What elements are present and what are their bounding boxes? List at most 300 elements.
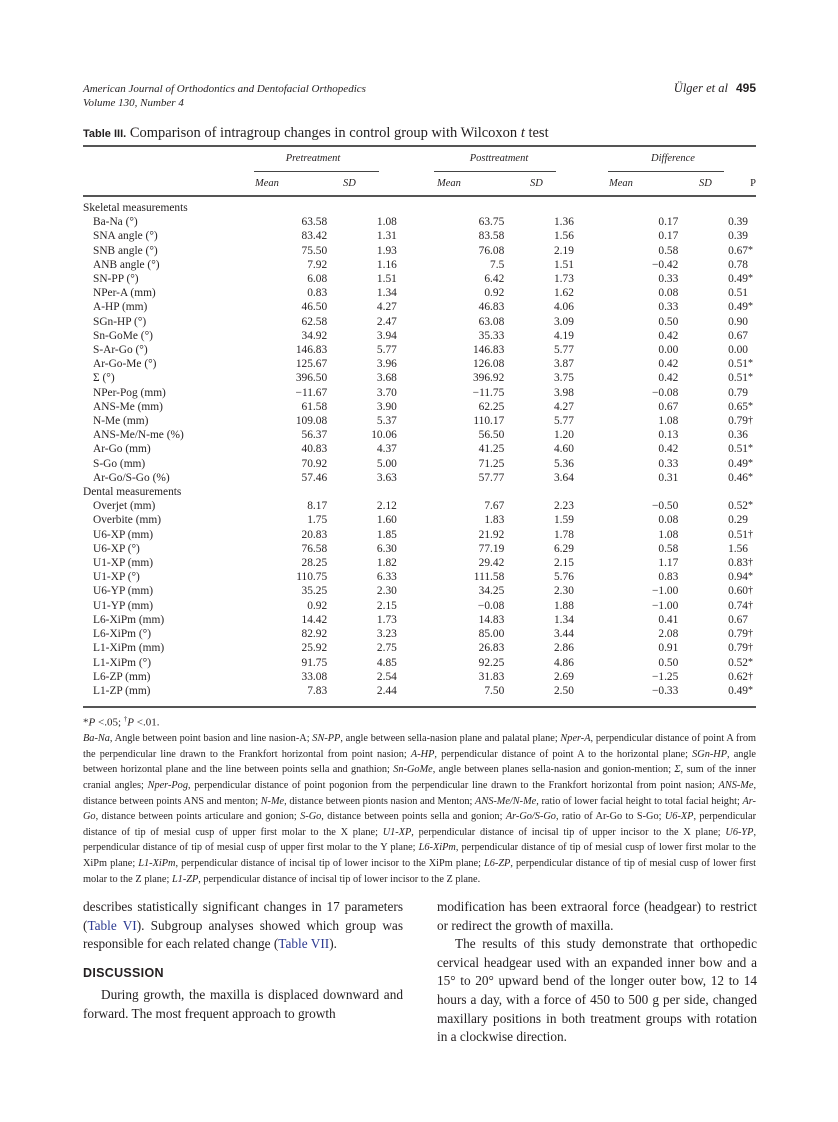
value-cell: 0.79 — [728, 386, 748, 399]
table-row — [83, 244, 756, 258]
table-top-rule — [83, 145, 756, 147]
measurement-label: NPer-A (mm) — [93, 287, 156, 300]
p-value-marker — [748, 343, 756, 357]
abbreviation-definition: perpendicular distance of point pogonion from the perpendicular line drawn to the Frankfort horizontal from point nasion — [194, 780, 712, 792]
table-row — [83, 457, 756, 471]
value-cell: 0.90 — [728, 315, 748, 328]
abbreviation-term: N-Me — [260, 795, 285, 807]
value-cell: 0.42 — [658, 329, 679, 342]
value-cell: 1.34 — [376, 287, 397, 300]
value-cell: 3.98 — [553, 386, 574, 399]
p-value-marker: † — [748, 585, 753, 597]
value-cell: −0.08 — [477, 599, 505, 612]
value-cell: 6.30 — [376, 542, 397, 555]
table-label: Table III. — [83, 128, 127, 140]
abbreviation-term: U1-XP — [382, 826, 412, 838]
value-cell: 0.67 — [728, 244, 748, 257]
p-value-marker: † — [748, 670, 753, 682]
p-value-marker: * — [748, 471, 753, 483]
abbreviation-term: L1-ZP — [171, 873, 199, 885]
difference-underline — [608, 171, 724, 172]
p-value-marker: * — [748, 301, 753, 313]
abbreviation-definition: perpendicular distance of tip of mesial cusp of lower first molar to the XiPm plane — [83, 842, 756, 869]
header-posttreatment: Posttreatment — [469, 153, 529, 164]
value-cell: 3.75 — [553, 372, 574, 385]
measurement-label: S-Go (mm) — [93, 457, 146, 470]
value-cell: −11.75 — [472, 386, 505, 399]
value-cell: 6.08 — [307, 273, 328, 286]
abbreviation-term: L1-XiPm — [138, 858, 176, 869]
section-label: Dental measurements — [83, 486, 182, 499]
measurement-label: Ar-Go/S-Go (%) — [93, 471, 170, 484]
subheader-mean-3: Mean — [609, 178, 633, 189]
value-cell: 56.37 — [301, 429, 328, 442]
table-row — [83, 499, 756, 513]
value-cell: −11.67 — [295, 386, 328, 399]
page-number: 495 — [735, 81, 756, 95]
value-cell: 2.86 — [553, 642, 574, 655]
value-cell: 2.75 — [376, 642, 397, 655]
table-row — [83, 329, 756, 343]
value-cell: 34.92 — [301, 329, 328, 342]
value-cell: 8.17 — [307, 500, 328, 513]
value-cell: 3.96 — [376, 358, 397, 371]
value-cell: 4.37 — [376, 443, 397, 456]
p-value-marker: * — [748, 457, 753, 469]
value-cell: 0.51 — [728, 358, 748, 371]
value-cell: 26.83 — [478, 642, 505, 655]
value-cell: 0.42 — [658, 443, 679, 456]
value-cell: 0.33 — [658, 273, 679, 286]
value-cell: 109.08 — [295, 415, 328, 428]
value-cell: 4.27 — [553, 400, 574, 413]
value-cell: 3.64 — [553, 471, 574, 484]
value-cell: 63.58 — [301, 216, 328, 229]
value-cell: 0.17 — [658, 230, 679, 243]
value-cell: 0.51 — [728, 287, 748, 300]
measurement-label: Sn-GoMe (°) — [93, 329, 153, 342]
value-cell: 3.87 — [553, 358, 574, 371]
value-cell: 0.91 — [658, 642, 679, 655]
value-cell: 2.47 — [376, 315, 397, 328]
value-cell: 1.56 — [728, 542, 748, 555]
value-cell: 0.94 — [728, 571, 748, 584]
measurement-label: S-Ar-Go (°) — [93, 344, 148, 357]
value-cell: 4.86 — [553, 656, 574, 669]
value-cell: 40.83 — [301, 443, 328, 456]
value-cell: 1.34 — [553, 613, 574, 626]
p-value-marker — [748, 329, 756, 343]
value-cell: 1.60 — [376, 514, 397, 527]
value-cell: 1.73 — [553, 273, 574, 286]
value-cell: 85.00 — [478, 628, 505, 641]
subheader-mean-2: Mean — [437, 178, 461, 189]
section-label: Skeletal measurements — [83, 202, 188, 214]
table-title-t: t — [520, 125, 525, 141]
table-row — [83, 570, 756, 584]
value-cell: 0.49 — [728, 684, 748, 697]
table-row — [83, 229, 756, 243]
abbreviation-definition: distance between pionts nasion and Menton — [289, 795, 470, 807]
value-cell: 0.79 — [728, 628, 748, 641]
subheader-p: P — [750, 178, 756, 189]
abbreviation-term: SGn-HP — [692, 748, 727, 760]
value-cell: 125.67 — [295, 358, 328, 371]
value-cell: 57.77 — [478, 471, 505, 484]
p-value-marker: * — [748, 400, 753, 412]
value-cell: 92.25 — [478, 656, 505, 669]
table-row — [83, 343, 756, 357]
section-header-row — [83, 485, 756, 499]
value-cell: 3.23 — [376, 628, 397, 641]
value-cell: 63.75 — [478, 216, 505, 229]
abbreviation-term: Nper-Pog — [147, 780, 188, 792]
value-cell: 28.25 — [301, 557, 328, 570]
measurement-label: L1-XiPm (°) — [93, 656, 152, 669]
abbreviation-term: ANS-Me — [718, 780, 754, 792]
abbreviation-definition: sum of the inner cranial angles — [83, 764, 757, 792]
abbreviation-term: SN-PP — [312, 733, 341, 745]
headgear-paragraph: modification has been extraoral force (headgear) to restrict or redirect the growth of maxilla. — [437, 899, 757, 933]
value-cell: 0.50 — [658, 315, 679, 328]
discussion-paragraph: During growth, the maxilla is displaced downward and forward. The most frequent approach to growth — [83, 987, 403, 1021]
value-cell: 0.67 — [728, 329, 748, 342]
value-cell: 33.08 — [301, 670, 328, 683]
value-cell: 57.46 — [301, 471, 328, 484]
value-cell: 0.49 — [728, 273, 748, 286]
value-cell: 70.92 — [301, 457, 328, 470]
table-row — [83, 272, 756, 286]
measurement-label: Ar-Go (mm) — [93, 443, 151, 456]
value-cell: 0.83 — [728, 557, 748, 570]
value-cell: 1.62 — [553, 287, 574, 300]
table-row — [83, 286, 756, 300]
measurement-label: ANB angle (°) — [93, 258, 160, 271]
value-cell: 0.00 — [728, 344, 748, 357]
pretreatment-underline — [254, 171, 379, 172]
measurement-label: L6-ZP (mm) — [93, 670, 151, 683]
p-value-marker: † — [748, 557, 753, 569]
table-row — [83, 599, 756, 613]
value-cell: 1.51 — [553, 258, 574, 271]
value-cell: 5.37 — [376, 415, 397, 428]
measurement-label: Overjet (mm) — [93, 500, 156, 513]
abbreviation-term: Ar-Go — [83, 795, 756, 823]
value-cell: 1.85 — [376, 528, 397, 541]
measurement-label: A-HP (mm) — [93, 301, 148, 314]
table-row — [83, 258, 756, 272]
measurement-label: SNA angle (°) — [93, 230, 158, 243]
value-cell: 0.52 — [728, 500, 748, 513]
abbreviation-term: Ar-Go/S-Go — [505, 811, 556, 823]
value-cell: 0.58 — [658, 542, 679, 555]
value-cell: 71.25 — [478, 457, 505, 470]
table-vi-link[interactable]: Table VI — [87, 917, 137, 933]
volume-info: Volume 130, Number 4 — [83, 97, 184, 109]
abbreviation-definition: perpendicular distance of tip of mesial cusp of upper first molar to the Y plane — [83, 842, 413, 854]
table-row — [83, 542, 756, 556]
data-table — [83, 201, 756, 698]
value-cell: 4.27 — [376, 301, 397, 314]
subheader-sd-1: SD — [343, 178, 356, 189]
value-cell: 2.23 — [553, 500, 574, 513]
value-cell: 29.42 — [478, 557, 505, 570]
section-header-row — [83, 201, 756, 215]
value-cell: 0.51 — [728, 372, 748, 385]
abbreviation-definition: perpendicular distance of incisal tip of upper incisor to the X plane — [418, 826, 718, 838]
value-cell: 1.88 — [553, 599, 574, 612]
value-cell: 0.46 — [728, 471, 748, 484]
value-cell: 0.50 — [658, 656, 679, 669]
table-row — [83, 627, 756, 641]
p-value-marker — [748, 613, 756, 627]
p-value-marker — [748, 215, 756, 229]
value-cell: 35.25 — [301, 585, 328, 598]
value-cell: 91.75 — [301, 656, 328, 669]
subheader-sd-3: SD — [699, 178, 712, 189]
value-cell: 1.56 — [553, 230, 574, 243]
value-cell: 126.08 — [472, 358, 505, 371]
value-cell: 0.49 — [728, 457, 748, 470]
value-cell: 110.17 — [473, 415, 505, 428]
abbreviation-definition: distance between points ANS and menton — [83, 795, 256, 807]
table-row — [83, 528, 756, 542]
table-row — [83, 357, 756, 371]
value-cell: 0.67 — [728, 613, 748, 626]
abbreviation-definition: distance between points sella and gonion — [327, 811, 500, 823]
abbreviation-definition: perpendicular distance of point A to the horizontal plane — [441, 748, 686, 760]
value-cell: 0.60 — [728, 585, 748, 598]
value-cell: 0.65 — [728, 400, 748, 413]
header-pretreatment: Pretreatment — [285, 153, 341, 164]
p-value-marker — [748, 286, 756, 300]
value-cell: 1.83 — [484, 514, 505, 527]
table-row — [83, 513, 756, 527]
value-cell: 3.94 — [376, 329, 397, 342]
value-cell: −0.42 — [651, 258, 679, 271]
p-value-marker — [748, 386, 756, 400]
p-value-marker: † — [748, 599, 753, 611]
value-cell: 0.92 — [484, 287, 505, 300]
table-row — [83, 300, 756, 314]
value-cell: 41.25 — [478, 443, 505, 456]
value-cell: 10.06 — [371, 429, 397, 442]
abbreviation-term: Ba-Na — [83, 733, 110, 745]
abbreviation-term: Nper-A — [560, 733, 591, 745]
p-value-marker — [748, 315, 756, 329]
abbreviation-definition: angle between horizontal plane and the line between points sella and gnathion — [83, 748, 757, 776]
table-row — [83, 471, 756, 485]
text: ). — [329, 936, 337, 952]
posttreatment-underline — [434, 171, 556, 172]
value-cell: 5.76 — [553, 571, 574, 584]
subheader-mean-1: Mean — [255, 178, 279, 189]
value-cell: 3.09 — [553, 315, 574, 328]
value-cell: 0.39 — [728, 216, 748, 229]
value-cell: 14.42 — [301, 613, 328, 626]
table-row — [83, 400, 756, 414]
p-value-marker: * — [748, 358, 753, 370]
abbreviation-term: Sn-GoMe — [393, 764, 433, 776]
value-cell: 5.00 — [376, 457, 397, 470]
value-cell: 6.29 — [553, 542, 574, 555]
abbreviation-term: ANS-Me/N-Me — [475, 795, 537, 807]
value-cell: 146.83 — [472, 344, 505, 357]
journal-name: American Journal of Orthodontics and Dentofacial Orthopedics — [83, 83, 366, 95]
value-cell: 0.83 — [307, 287, 328, 300]
measurement-label: L1-ZP (mm) — [93, 684, 151, 697]
table-vii-link[interactable]: Table VII — [278, 936, 330, 952]
table-row — [83, 428, 756, 442]
value-cell: 82.92 — [301, 628, 328, 641]
p-value-marker: † — [748, 628, 753, 640]
value-cell: 0.78 — [728, 258, 748, 271]
value-cell: 0.29 — [728, 514, 748, 527]
value-cell: 2.50 — [553, 684, 574, 697]
measurement-label: L6-XiPm (mm) — [93, 613, 165, 626]
table-row — [83, 670, 756, 684]
value-cell: 0.42 — [658, 358, 679, 371]
value-cell: −1.00 — [651, 599, 679, 612]
abbreviation-legend: Ba-Na, Angle between point basion and line nasion-A; SN-PP, angle between sella-nasion plane and palatal plane; Nper-A, perpendicular distance of point A from the perpendicular line drawn to the Frankfort horizontal from point nasion; A-HP, perpendicular distance of point A to the horizontal plane; SGn-HP, angle between horizontal plane and the line between points sella and gnathion; Sn-GoMe, angle between planes sella-nasion and gonion-mention; Σ, sum of the inner cranial angles; Nper-Pog, perpendicular distance of point pogonion from the perpendicular line drawn to the Frankfort horizontal from point nasion; ANS-Me, distance between points ANS and menton; N-Me, distance between pionts nasion and Menton; ANS-Me/N-Me, ratio of lower facial height to total facial height; Ar-Go, distance between points articulare and gonion; S-Go, distance between points sella and gonion; Ar-Go/S-Go, ratio of Ar-Go to S-Go; U6-XP, perpendicular distance of tip of mesial cusp of upper first molar to the X plane; U1-XP, perpendicular distance of incisal tip of upper incisor to the X plane; U6-YP, perpendicular distance of tip of mesial cusp of upper first molar to the Y plane; L6-XiPm, perpendicular distance of tip of mesial cusp of lower first molar to the XiPm plane; L1-XiPm, perpendicular distance of incisal tip of lower incisor to the XiPm plane; L6-ZP, perpendicular distance of tip of mesial cusp of lower first molar to the Z plane; L1-ZP, perpendicular distance of incisal tip of lower incisor to the Z plane. — [83, 733, 757, 885]
p-value-marker — [748, 258, 756, 272]
measurement-label: ANS-Me (mm) — [93, 400, 163, 413]
measurement-label: U6-YP (mm) — [93, 585, 154, 598]
value-cell: 1.73 — [376, 613, 397, 626]
table-caption — [83, 125, 549, 142]
table-row — [83, 684, 756, 698]
value-cell: 4.19 — [553, 329, 574, 342]
table-row — [83, 656, 756, 670]
value-cell: 3.68 — [376, 372, 397, 385]
value-cell: 0.17 — [658, 216, 679, 229]
p-value-marker: * — [748, 571, 753, 583]
value-cell: 0.49 — [728, 301, 748, 314]
abbreviation-definition: perpendicular distance of point A from the perpendicular line drawn to the Frankfort horizontal from point nasion — [83, 733, 756, 760]
measurement-label: L1-XiPm (mm) — [93, 642, 165, 655]
abbreviation-definition: perpendicular distance of incisal tip of lower incisor to the Z plane. — [203, 873, 481, 885]
abbreviation-definition: ratio of Ar-Go to S-Go — [561, 811, 659, 823]
value-cell: 2.54 — [376, 670, 397, 683]
value-cell: 7.50 — [484, 684, 505, 697]
value-cell: 2.19 — [553, 244, 574, 257]
value-cell: 0.51 — [728, 443, 748, 456]
value-cell: 62.25 — [478, 400, 505, 413]
measurement-label: SNB angle (°) — [93, 244, 158, 257]
abbreviation-definition: ratio of lower facial height to total facial height — [541, 795, 737, 807]
p-value-marker — [748, 229, 756, 243]
value-cell: 5.77 — [553, 344, 574, 357]
table-title-end: test — [524, 125, 549, 141]
value-cell: 76.58 — [301, 542, 328, 555]
value-cell: −1.00 — [651, 585, 679, 598]
measurement-label: NPer-Pog (mm) — [93, 386, 166, 399]
value-cell: 1.08 — [658, 415, 679, 428]
value-cell: 4.60 — [553, 443, 574, 456]
value-cell: 1.08 — [376, 216, 397, 229]
abbreviation-definition: angle between sella-nasion plane and palatal plane — [345, 733, 555, 745]
value-cell: 6.42 — [484, 273, 505, 286]
value-cell: 111.58 — [473, 571, 505, 584]
p-value-marker: * — [748, 372, 753, 384]
text: ). Subgroup analyses showed which group was responsible for each related change ( — [83, 917, 403, 952]
text: describes statistically significant changes in 17 parameters ( — [83, 899, 403, 933]
value-cell: 110.75 — [296, 571, 328, 584]
value-cell: 396.92 — [472, 372, 505, 385]
value-cell: 2.08 — [658, 628, 679, 641]
abbreviation-term: U6-YP — [725, 826, 754, 838]
measurement-label: U6-XP (mm) — [93, 528, 154, 541]
value-cell: 2.30 — [553, 585, 574, 598]
p-value-marker: * — [748, 684, 753, 696]
value-cell: 1.17 — [658, 557, 679, 570]
value-cell: 5.36 — [553, 457, 574, 470]
measurement-label: SN-PP (°) — [93, 273, 139, 286]
author-names: Ülger et al — [673, 81, 728, 95]
value-cell: −0.08 — [651, 386, 679, 399]
value-cell: 0.33 — [658, 301, 679, 314]
value-cell: 2.15 — [553, 557, 574, 570]
subheader-sd-2: SD — [530, 178, 543, 189]
value-cell: 1.16 — [376, 258, 397, 271]
value-cell: 2.15 — [376, 599, 397, 612]
value-cell: 2.30 — [376, 585, 397, 598]
value-cell: 1.51 — [376, 273, 397, 286]
value-cell: 1.36 — [553, 216, 574, 229]
value-cell: 1.75 — [307, 514, 328, 527]
abbreviation-term: S-Go — [300, 811, 322, 823]
value-cell: 83.58 — [478, 230, 505, 243]
value-cell: 4.85 — [376, 656, 397, 669]
value-cell: 25.92 — [301, 642, 328, 655]
abbreviation-definition: distance between points articulare and gonion — [101, 811, 294, 823]
value-cell: 56.50 — [478, 429, 505, 442]
p-value-marker — [748, 428, 756, 442]
measurement-label: U1-YP (mm) — [93, 599, 154, 612]
measurement-label: U6-XP (°) — [93, 542, 140, 555]
value-cell: 61.58 — [301, 400, 328, 413]
p-value-marker: * — [748, 273, 753, 285]
value-cell: 46.83 — [478, 301, 505, 314]
value-cell: 146.83 — [295, 344, 328, 357]
value-cell: 0.79 — [728, 415, 748, 428]
p-value-marker: † — [748, 528, 753, 540]
value-cell: 5.77 — [376, 344, 397, 357]
value-cell: 75.50 — [301, 244, 328, 257]
p-value-marker: * — [748, 500, 753, 512]
abbreviation-definition: perpendicular distance of tip of mesial cusp of upper first molar to the X plane — [83, 811, 757, 838]
value-cell: 0.08 — [658, 514, 679, 527]
p-value-marker: † — [748, 415, 753, 427]
abbreviation-definition: perpendicular distance of incisal tip of lower incisor to the XiPm plane — [181, 858, 479, 869]
value-cell: 0.74 — [728, 599, 748, 612]
value-cell: 0.83 — [658, 571, 679, 584]
value-cell: 77.19 — [478, 542, 505, 555]
value-cell: 0.39 — [728, 230, 748, 243]
value-cell: 396.50 — [295, 372, 328, 385]
value-cell: 0.58 — [658, 244, 679, 257]
results-summary-paragraph: The results of this study demonstrate that orthopedic cervical headgear used with an expanded inner bow and a 15° to 20° upward bend of the longer outer bow, 12 to 14 hours a day, with a force of 450 to 500 g per side, changed maxillary positions in both treatment groups with rotation in a clockwise direction. — [437, 936, 757, 1045]
value-cell: 7.67 — [484, 500, 505, 513]
value-cell: 1.08 — [658, 528, 679, 541]
value-cell: 0.36 — [728, 429, 748, 442]
value-cell: 0.62 — [728, 670, 748, 683]
value-cell: 1.82 — [376, 557, 397, 570]
measurement-label: Ba-Na (°) — [93, 216, 138, 229]
measurement-label: Σ (°) — [93, 372, 115, 385]
results-paragraph — [83, 898, 403, 954]
value-cell: 0.42 — [658, 372, 679, 385]
